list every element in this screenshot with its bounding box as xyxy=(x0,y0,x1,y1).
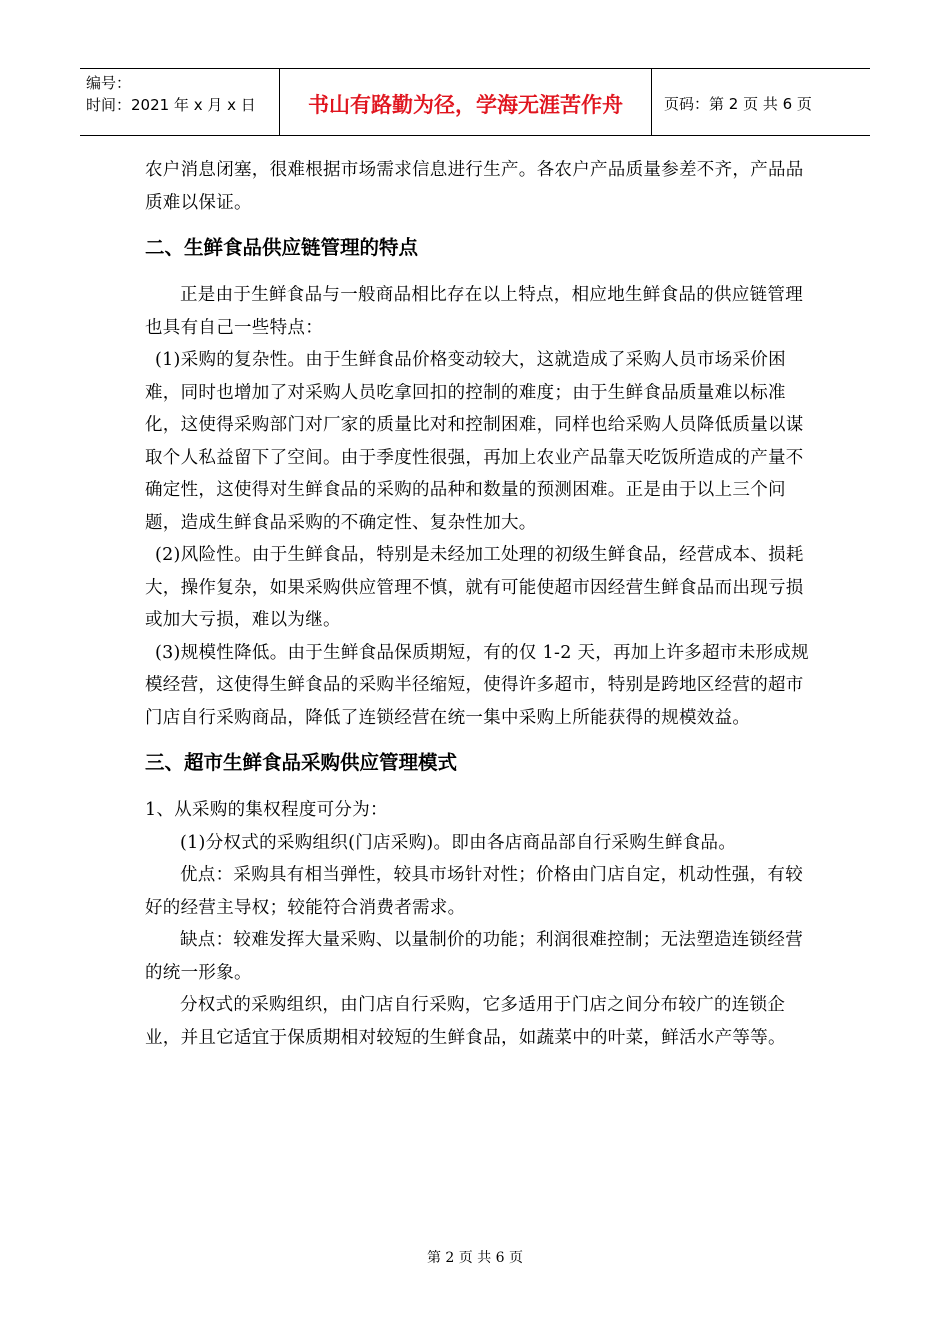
header-left-cell xyxy=(80,69,280,135)
paragraph: (1)分权式的采购组织(门店采购)。即由各店商品部自行采购生鲜食品。 xyxy=(180,832,737,853)
header-page-info: 页码：第 2 页 共 6 页 xyxy=(664,94,812,113)
paragraph: 缺点：较难发挥大量采购、以量制价的功能；利润很难控制；无法塑造连锁经营的统一形象。 xyxy=(145,930,803,983)
paragraph: 优点：采购具有相当弹性，较具市场针对性；价格由门店自定，机动性强，有较好的经营主导权；较能符合消费者需求。 xyxy=(145,865,803,918)
paragraph: 分权式的采购组织，由门店自行采购，它多适用于门店之间分布较广的连锁企业，并且它适宜于保质期相对较短的生鲜食品，如蔬菜中的叶菜，鲜活水产等等。 xyxy=(145,995,786,1048)
page-header xyxy=(80,68,870,136)
paragraph: (1)采购的复杂性。由于生鲜食品价格变动较大，这就造成了采购人员市场采价困难，同时也增加了对采购人员吃拿回扣的控制的难度；由于生鲜食品质量难以标准化，这使得采购部门对厂家的质量比对和控制困难，同样也给采购人员降低质量以谋取个人私益留下了空间。由于季度性很强，再加上农业产品靠天吃饭所造成的产量不确定性，这使得对生鲜食品的采购的品种和数量的预测困难。正是由于以上三个问题，造成生鲜食品采购的不确定性、复杂性加大。 xyxy=(145,350,804,533)
document-body xyxy=(145,154,815,1054)
paragraph: (3)规模性降低。由于生鲜食品保质期短，有的仅 1-2 天，再加上许多超市未形成规模经营，这使得生鲜食品的采购半径缩短，使得许多超市，特别是跨地区经营的超市门店自行采购商品，降低了连锁经营在统一集中采购上所能获得的规模效益。 xyxy=(145,642,809,728)
header-motto: 书山有路勤为径，学海无涯苦作舟 xyxy=(280,69,652,135)
date-label: 时间：2021 年 x 月 x 日 xyxy=(86,96,256,114)
section-heading: 三、超市生鲜食品采购供应管理模式 xyxy=(145,751,458,774)
number-label: 编号： xyxy=(86,74,132,92)
section-heading: 二、生鲜食品供应链管理的特点 xyxy=(145,236,419,259)
paragraph: 正是由于生鲜食品与一般商品相比存在以上特点，相应地生鲜食品的供应链管理也具有自己一些特点： xyxy=(145,285,803,338)
page-footer: 第 2 页 共 6 页 xyxy=(426,1250,524,1266)
paragraph: (2)风险性。由于生鲜食品，特别是未经加工处理的初级生鲜食品，经营成本、损耗大，操作复杂，如果采购供应管理不慎，就有可能使超市因经营生鲜食品而出现亏损或加大亏损，难以为继。 xyxy=(145,545,804,630)
paragraph: 1、从采购的集权程度可分为： xyxy=(145,800,388,820)
paragraph: 农户消息闭塞，很难根据市场需求信息进行生产。各农户产品质量参差不齐，产品品质难以保证。 xyxy=(145,160,804,213)
